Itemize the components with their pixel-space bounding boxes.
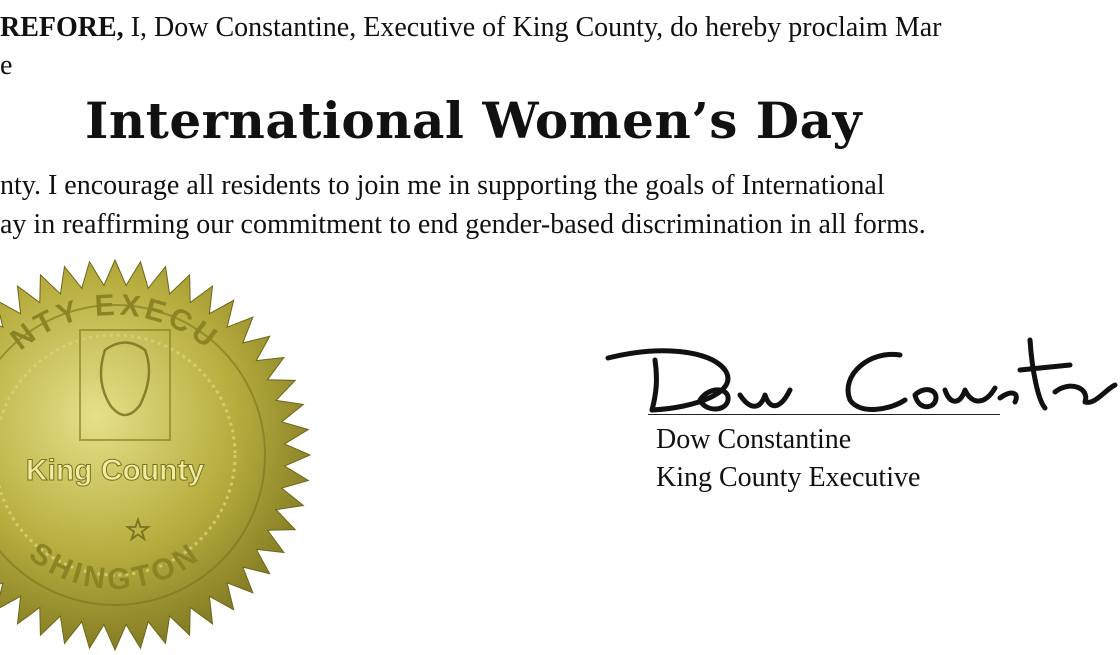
proclamation-line-1-text: I, Dow Constantine, Executive of King County, do hereby proclaim Mar <box>123 12 942 43</box>
proclamation-line-2: e <box>0 50 13 81</box>
proclamation-title: International Women’s Day <box>85 91 863 150</box>
signer-title: King County Executive <box>656 462 921 493</box>
signer-name: Dow Constantine <box>656 424 852 455</box>
signature-line <box>648 414 1000 415</box>
seal-center-text: King County <box>25 454 205 487</box>
proclamation-line-3: nty. I encourage all residents to join me in supporting the goals of International <box>0 170 885 201</box>
proclamation-line-4: ay in reaffirming our commitment to end gender-based discrimination in all forms. <box>0 209 926 240</box>
star-icon: ☆ <box>124 514 152 547</box>
seal-arc-bottom-text: SHINGTON <box>23 536 207 597</box>
handwritten-signature <box>600 330 1120 430</box>
proclamation-line-1 <box>0 14 941 42</box>
seal-arc-top-text: NTY EXECU <box>4 288 226 357</box>
county-gold-seal <box>0 255 350 655</box>
whereas-keyword: REFORE, <box>0 12 124 43</box>
